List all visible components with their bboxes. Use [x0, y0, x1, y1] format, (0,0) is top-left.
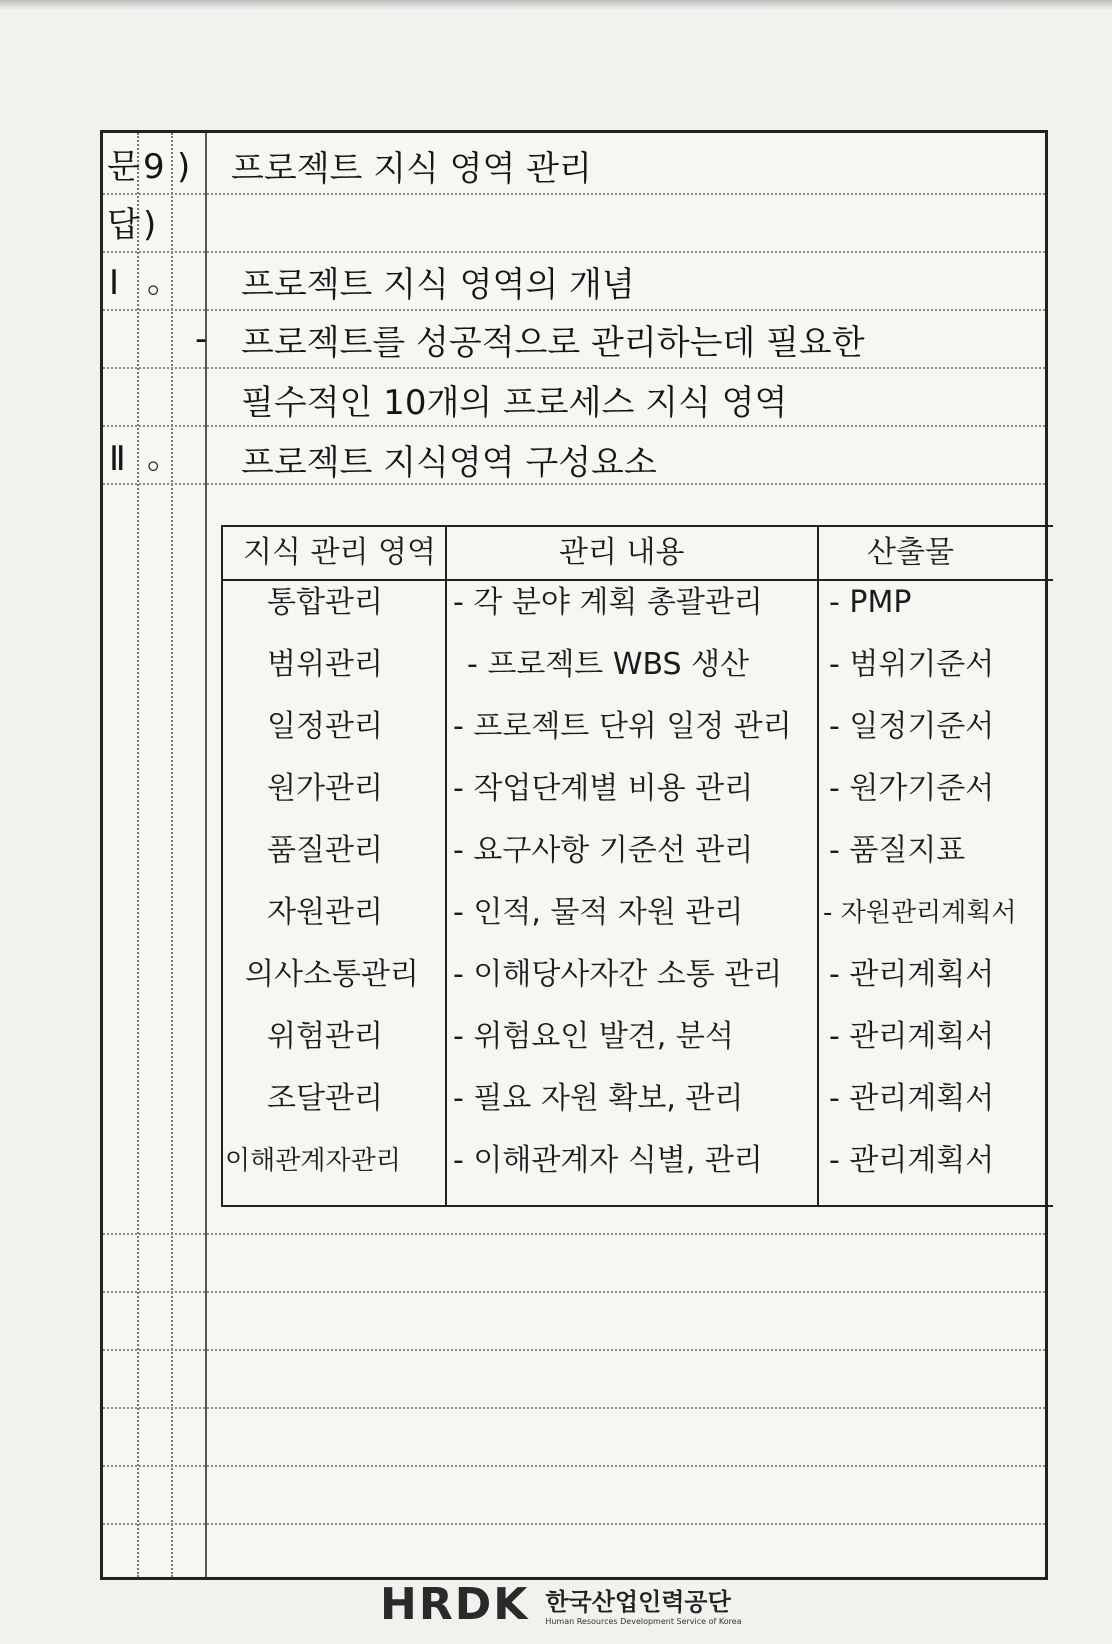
- section-2-numeral: Ⅱ: [109, 439, 126, 479]
- table-header-area: 지식 관리 영역: [243, 535, 436, 570]
- table-cell-area: 조달관리: [267, 1081, 383, 1116]
- section-2-title: 프로젝트 지식영역 구성요소: [241, 443, 657, 483]
- answer-sheet: [100, 130, 1048, 1580]
- table-cell-output: - 일정기준서: [829, 709, 995, 744]
- margin-line-1: [137, 133, 139, 1577]
- table-cell-output: - 자원관리계획서: [823, 898, 1017, 928]
- table-cell-area: 일정관리: [267, 709, 383, 744]
- table-cell-output: - 품질지표: [829, 833, 966, 868]
- ruled-line: [103, 367, 1045, 369]
- table-cell-output: - 원가기준서: [829, 771, 995, 806]
- question-title: 프로젝트 지식 영역 관리: [231, 149, 592, 189]
- table-cell-area: 범위관리: [267, 647, 383, 682]
- answer-paren: ): [143, 205, 157, 245]
- answer-label: 답: [107, 205, 140, 245]
- table-cell-output: - PMP: [829, 585, 912, 620]
- table-cell-content: - 필요 자원 확보, 관리: [453, 1081, 744, 1116]
- org-name-korean: 한국산업인력공단: [545, 1588, 731, 1616]
- knowledge-area-table: [221, 525, 1053, 1207]
- table-cell-output: - 관리계획서: [829, 957, 995, 992]
- table-cell-area: 통합관리: [267, 585, 383, 620]
- table-cell-content: - 이해관계자 식별, 관리: [453, 1143, 763, 1178]
- org-name-english: Human Resources Development Service of Korea: [545, 1617, 742, 1626]
- table-header-content: 관리 내용: [559, 535, 685, 570]
- section-1-line-1: 프로젝트를 성공적으로 관리하는데 필요한: [241, 323, 865, 363]
- table-cell-output: - 범위기준서: [829, 647, 995, 682]
- ruled-line: [103, 251, 1045, 253]
- ruled-line: [103, 483, 1045, 485]
- table-cell-area: 의사소통관리: [245, 957, 419, 992]
- ruled-line: [103, 1407, 1045, 1409]
- table-cell-content: - 프로젝트 WBS 생산: [467, 647, 750, 682]
- hrdk-logo-mark: HRDK: [380, 1578, 530, 1630]
- table-cell-output: - 관리계획서: [829, 1143, 995, 1178]
- question-number: 9: [143, 147, 165, 187]
- ruled-line: [103, 425, 1045, 427]
- section-2-dot: 。: [147, 437, 181, 477]
- ruled-line: [103, 1291, 1045, 1293]
- table-cell-area: 원가관리: [267, 771, 383, 806]
- table-cell-content: - 작업단계별 비용 관리: [453, 771, 754, 806]
- ruled-line: [103, 1233, 1045, 1235]
- section-1-line-2: 필수적인 10개의 프로세스 지식 영역: [241, 383, 788, 423]
- table-cell-content: - 위험요인 발견, 분석: [453, 1019, 734, 1054]
- table-cell-area: 이해관계자관리: [225, 1146, 401, 1176]
- section-1-dot: 。: [147, 261, 181, 301]
- table-cell-content: - 이해당사자간 소통 관리: [453, 957, 783, 992]
- section-1-numeral: Ⅰ: [109, 263, 120, 303]
- table-column-divider: [445, 527, 447, 1205]
- section-1-bullet: -: [195, 319, 208, 359]
- table-cell-area: 위험관리: [267, 1019, 383, 1054]
- table-cell-content: - 각 분야 계획 총괄관리: [453, 585, 763, 620]
- question-paren: ): [177, 147, 191, 187]
- table-cell-content: - 인적, 물적 자원 관리: [453, 895, 744, 930]
- ruled-line: [103, 1349, 1045, 1351]
- table-cell-area: 품질관리: [267, 833, 383, 868]
- section-1-title: 프로젝트 지식 영역의 개념: [241, 265, 635, 305]
- hrdk-logo: [380, 1580, 742, 1628]
- hrdk-logo-text: [545, 1582, 741, 1626]
- ruled-line: [103, 309, 1045, 311]
- table-header-output: 산출물: [867, 535, 954, 570]
- ruled-line: [103, 1465, 1045, 1467]
- table-cell-content: - 요구사항 기준선 관리: [453, 833, 754, 868]
- table-cell-area: 자원관리: [267, 895, 383, 930]
- table-cell-output: - 관리계획서: [829, 1081, 995, 1116]
- table-cell-output: - 관리계획서: [829, 1019, 995, 1054]
- table-cell-content: - 프로젝트 단위 일정 관리: [453, 709, 792, 744]
- question-label: 문: [107, 147, 140, 187]
- ruled-line: [103, 1523, 1045, 1525]
- page-top-edge: [0, 0, 1112, 10]
- ruled-line: [103, 193, 1045, 195]
- table-column-divider: [817, 527, 819, 1205]
- margin-line-2: [171, 133, 173, 1577]
- table-header-line: [223, 579, 1053, 581]
